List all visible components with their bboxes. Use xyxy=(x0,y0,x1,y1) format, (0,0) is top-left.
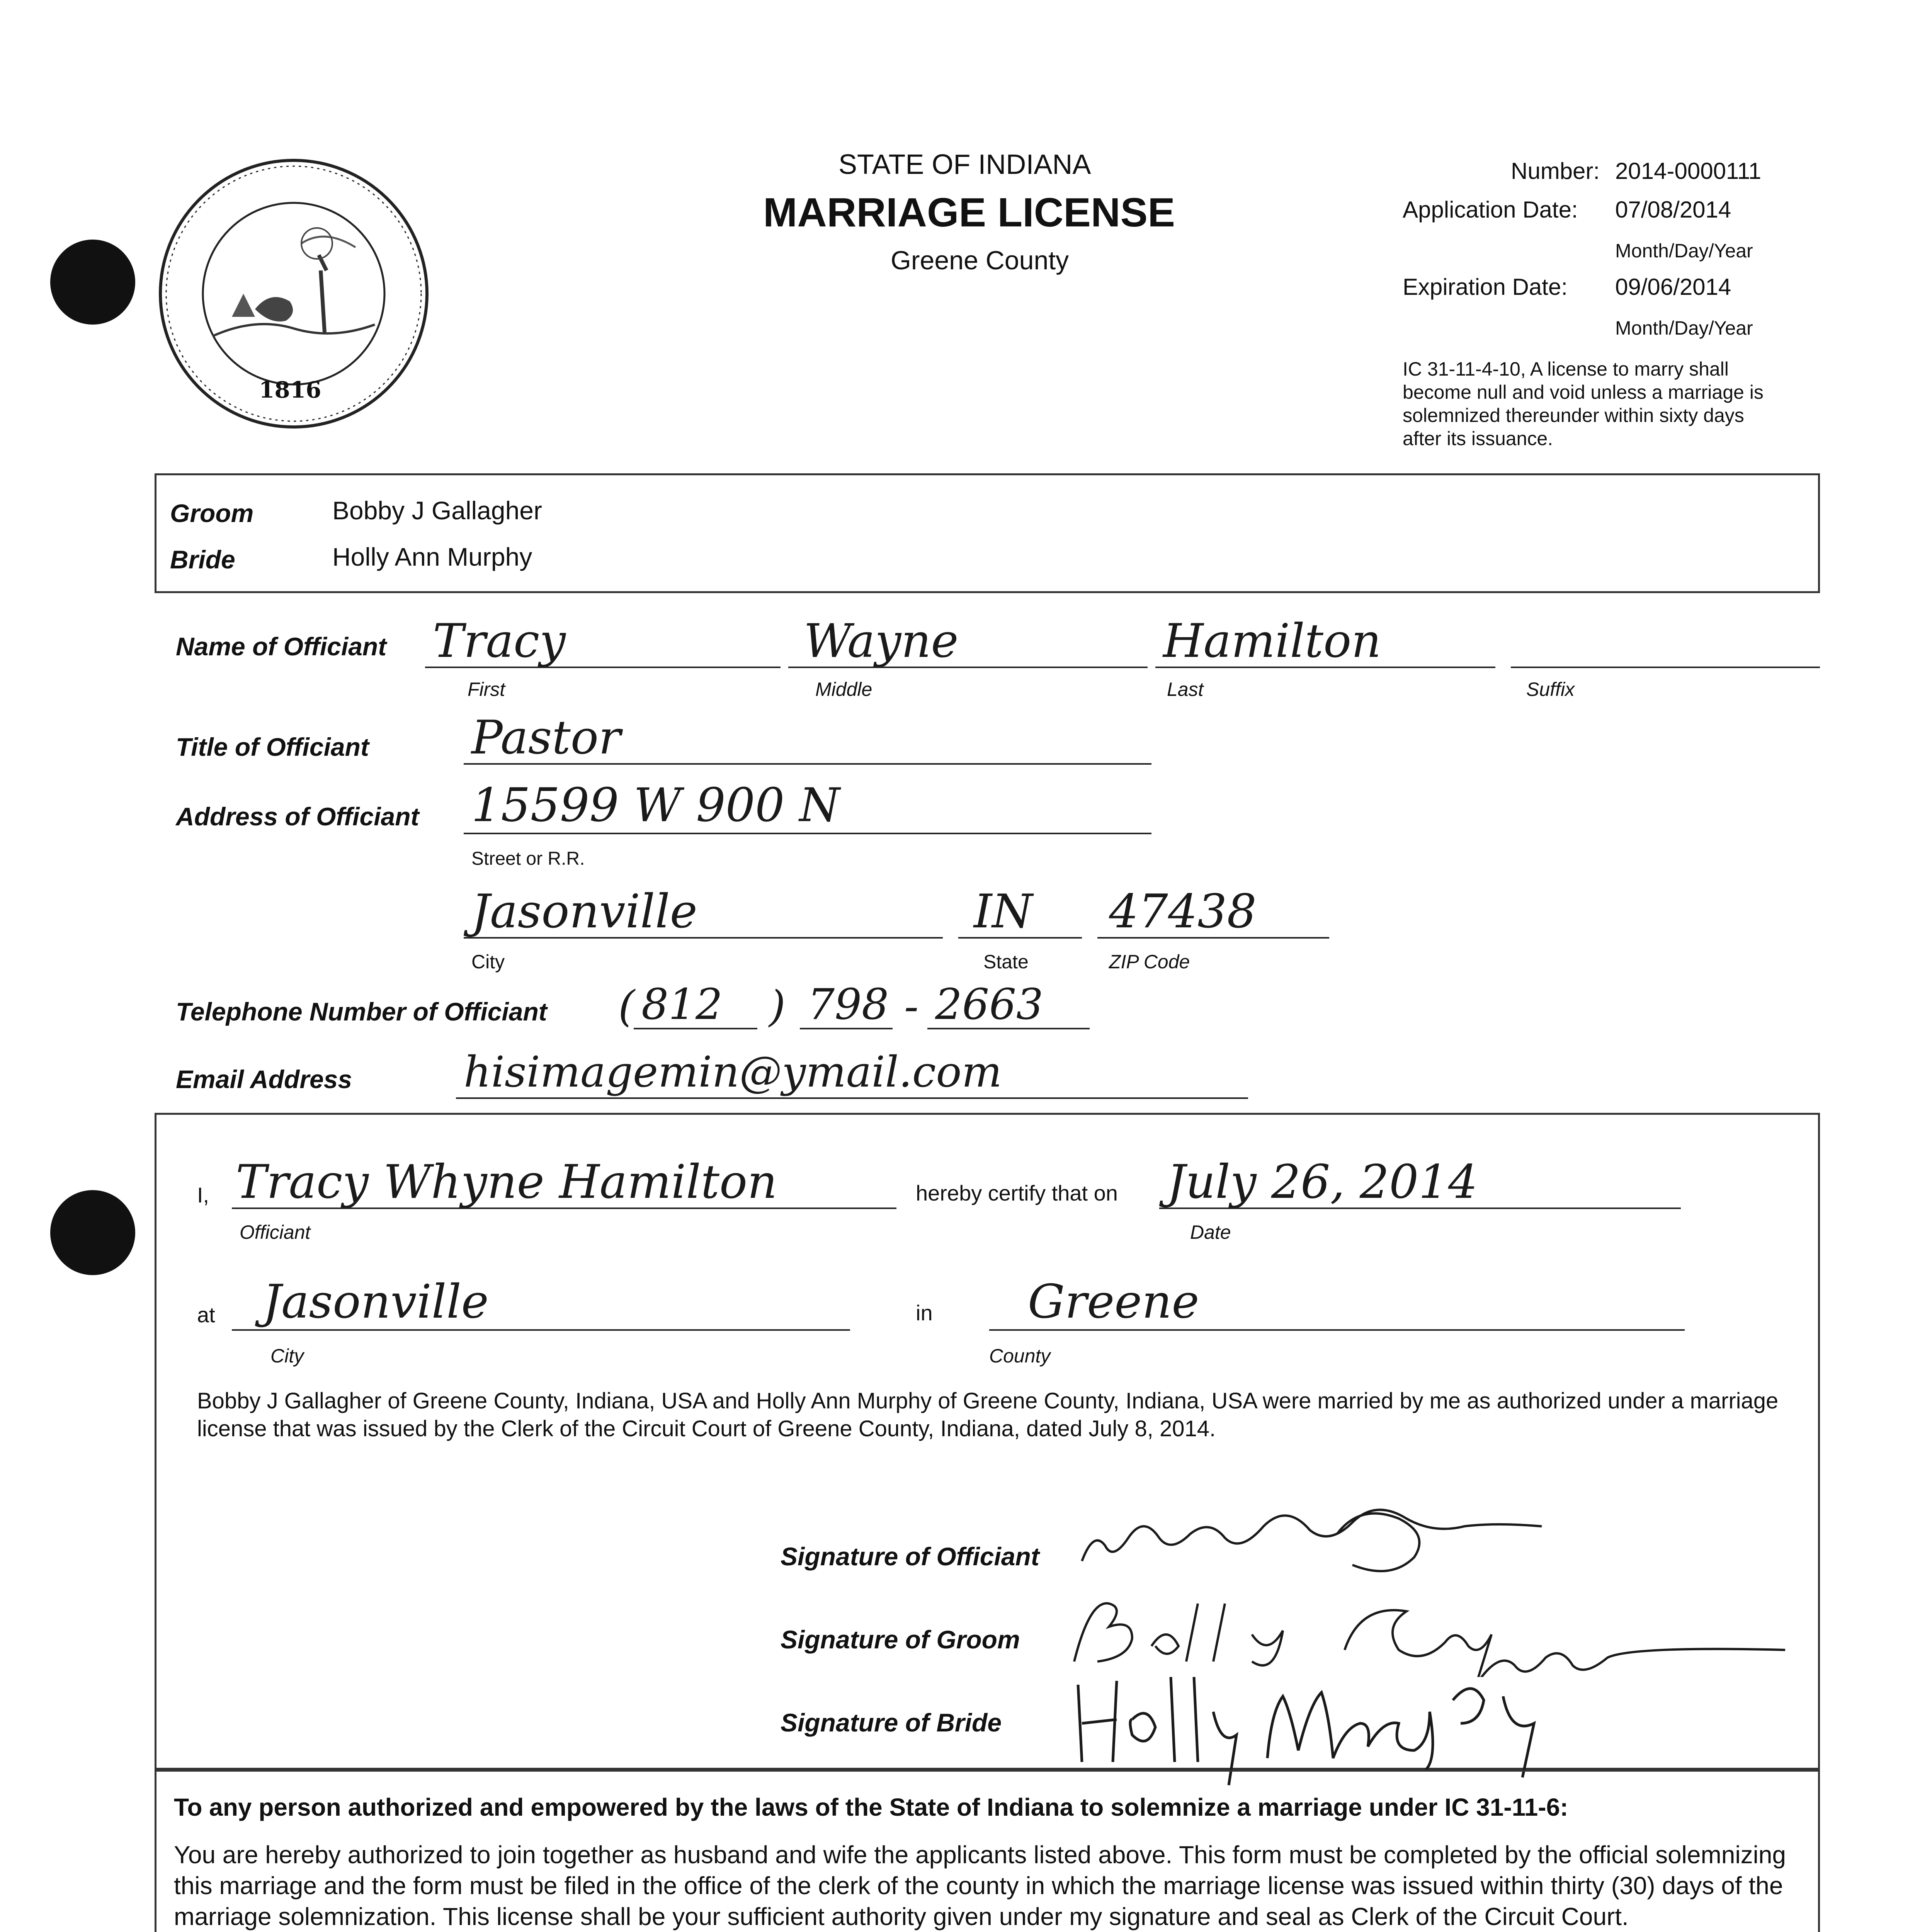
county-name: Greene County xyxy=(891,246,1069,275)
state-caption: State xyxy=(983,951,1029,973)
phone-area-code: 812 xyxy=(641,980,723,1029)
expiration-notice: IC 31-11-4-10, A license to marry shall become null and void unless a marriage is solemnized thereunder within sixty days after its issuance. xyxy=(1403,358,1764,449)
certificate-i-label: I, xyxy=(197,1183,209,1207)
middle-caption: Middle xyxy=(815,679,872,700)
certify-text: hereby certify that on xyxy=(916,1181,1118,1205)
phone-dash: - xyxy=(904,981,919,1031)
officiant-title: Pastor xyxy=(471,711,621,765)
punch-hole-middle xyxy=(50,1190,135,1275)
officiant-email-label: Email Address xyxy=(176,1065,352,1094)
application-date-value: 07/08/2014 xyxy=(1615,197,1731,223)
certificate-county-caption: County xyxy=(989,1345,1051,1367)
officiant-phone-label: Telephone Number of Officiant xyxy=(176,997,547,1026)
marriage-statement: Bobby J Gallagher of Greene County, Indiana, USA and Holly Ann Murphy of Greene County, Indiana, USA were married by me as authorized under a marriage license that was issued by the Clerk of the Circuit Court of Greene County, Indiana, dated July 8, 2014. xyxy=(197,1388,1779,1441)
number-value: 2014-0000111 xyxy=(1615,158,1762,184)
officiant-street: 15599 W 900 N xyxy=(471,779,840,832)
expiration-date-label: Expiration Date: xyxy=(1403,274,1568,300)
date-caption: Date xyxy=(1190,1221,1231,1243)
bride-signature-label: Signature of Bride xyxy=(781,1708,1002,1737)
certificate-county: Greene xyxy=(1028,1275,1199,1329)
officiant-zip: 47438 xyxy=(1109,885,1257,939)
bride-label: Bride xyxy=(170,545,235,574)
officiant-signature-label: Signature of Officiant xyxy=(781,1542,1039,1571)
first-caption: First xyxy=(468,679,505,700)
officiant-email: hisimagemin@ymail.com xyxy=(464,1047,1002,1097)
zip-caption: ZIP Code xyxy=(1109,951,1190,973)
officiant-first-name: Tracy xyxy=(433,614,566,668)
phone-line-number: 2663 xyxy=(935,980,1043,1029)
officiant-title-label: Title of Officiant xyxy=(176,733,369,761)
authorization-body: You are hereby authorized to join together as husband and wife the applicants listed above. This form must be completed by the official solemnizing this marriage and the form must be filed in the office of the clerk of the county in which the marriage license was issued within thirty (30) days of the marriage solemnization. This license shall be your sufficient authority given under my signature and seal as Clerk of the Circuit Court. xyxy=(174,1841,1786,1930)
expiration-date-format: Month/Day/Year xyxy=(1615,317,1753,339)
certificate-at-label: at xyxy=(197,1303,215,1327)
application-date-format: Month/Day/Year xyxy=(1615,240,1753,262)
state-seal xyxy=(155,155,433,433)
certificate-in-label: in xyxy=(916,1301,933,1325)
groom-label: Groom xyxy=(170,499,254,527)
last-caption: Last xyxy=(1167,679,1204,700)
expiration-date-value: 09/06/2014 xyxy=(1615,274,1731,300)
document-title: MARRIAGE LICENSE xyxy=(763,190,1175,235)
authorization-heading: To any person authorized and empowered by the laws of the State of Indiana to solemnize a marriage under IC 31-11-6: xyxy=(174,1793,1568,1821)
punch-hole-top xyxy=(50,240,135,325)
couple-box xyxy=(155,473,1820,593)
officiant-middle-name: Wayne xyxy=(804,614,959,668)
officiant-address-label: Address of Officiant xyxy=(176,802,419,831)
officiant-name-label: Name of Officiant xyxy=(176,632,387,661)
officiant-caption: Officiant xyxy=(240,1221,311,1243)
groom-signature-label: Signature of Groom xyxy=(781,1625,1020,1654)
phone-open-paren: ( xyxy=(618,981,635,1031)
city-caption: City xyxy=(471,951,505,973)
phone-close-paren: ) xyxy=(769,981,786,1031)
number-label: Number: xyxy=(1511,158,1600,184)
certificate-city: Jasonville xyxy=(263,1275,489,1329)
groom-name: Bobby J Gallagher xyxy=(332,496,542,525)
officiant-signature xyxy=(1066,1499,1685,1588)
bride-name: Holly Ann Murphy xyxy=(332,543,532,571)
phone-prefix: 798 xyxy=(808,980,889,1029)
street-caption: Street or R.R. xyxy=(471,849,585,869)
certificate-city-caption: City xyxy=(270,1345,304,1367)
officiant-state: IN xyxy=(974,885,1033,939)
certificate-officiant-name: Tracy Whyne Hamilton xyxy=(236,1155,777,1209)
application-date-label: Application Date: xyxy=(1403,197,1578,223)
suffix-caption: Suffix xyxy=(1526,679,1575,700)
seal-year: 1816 xyxy=(259,377,321,403)
officiant-last-name: Hamilton xyxy=(1163,614,1381,668)
officiant-city: Jasonville xyxy=(471,885,697,939)
certificate-date: July 26, 2014 xyxy=(1167,1155,1478,1209)
state-name: STATE OF INDIANA xyxy=(838,149,1091,180)
